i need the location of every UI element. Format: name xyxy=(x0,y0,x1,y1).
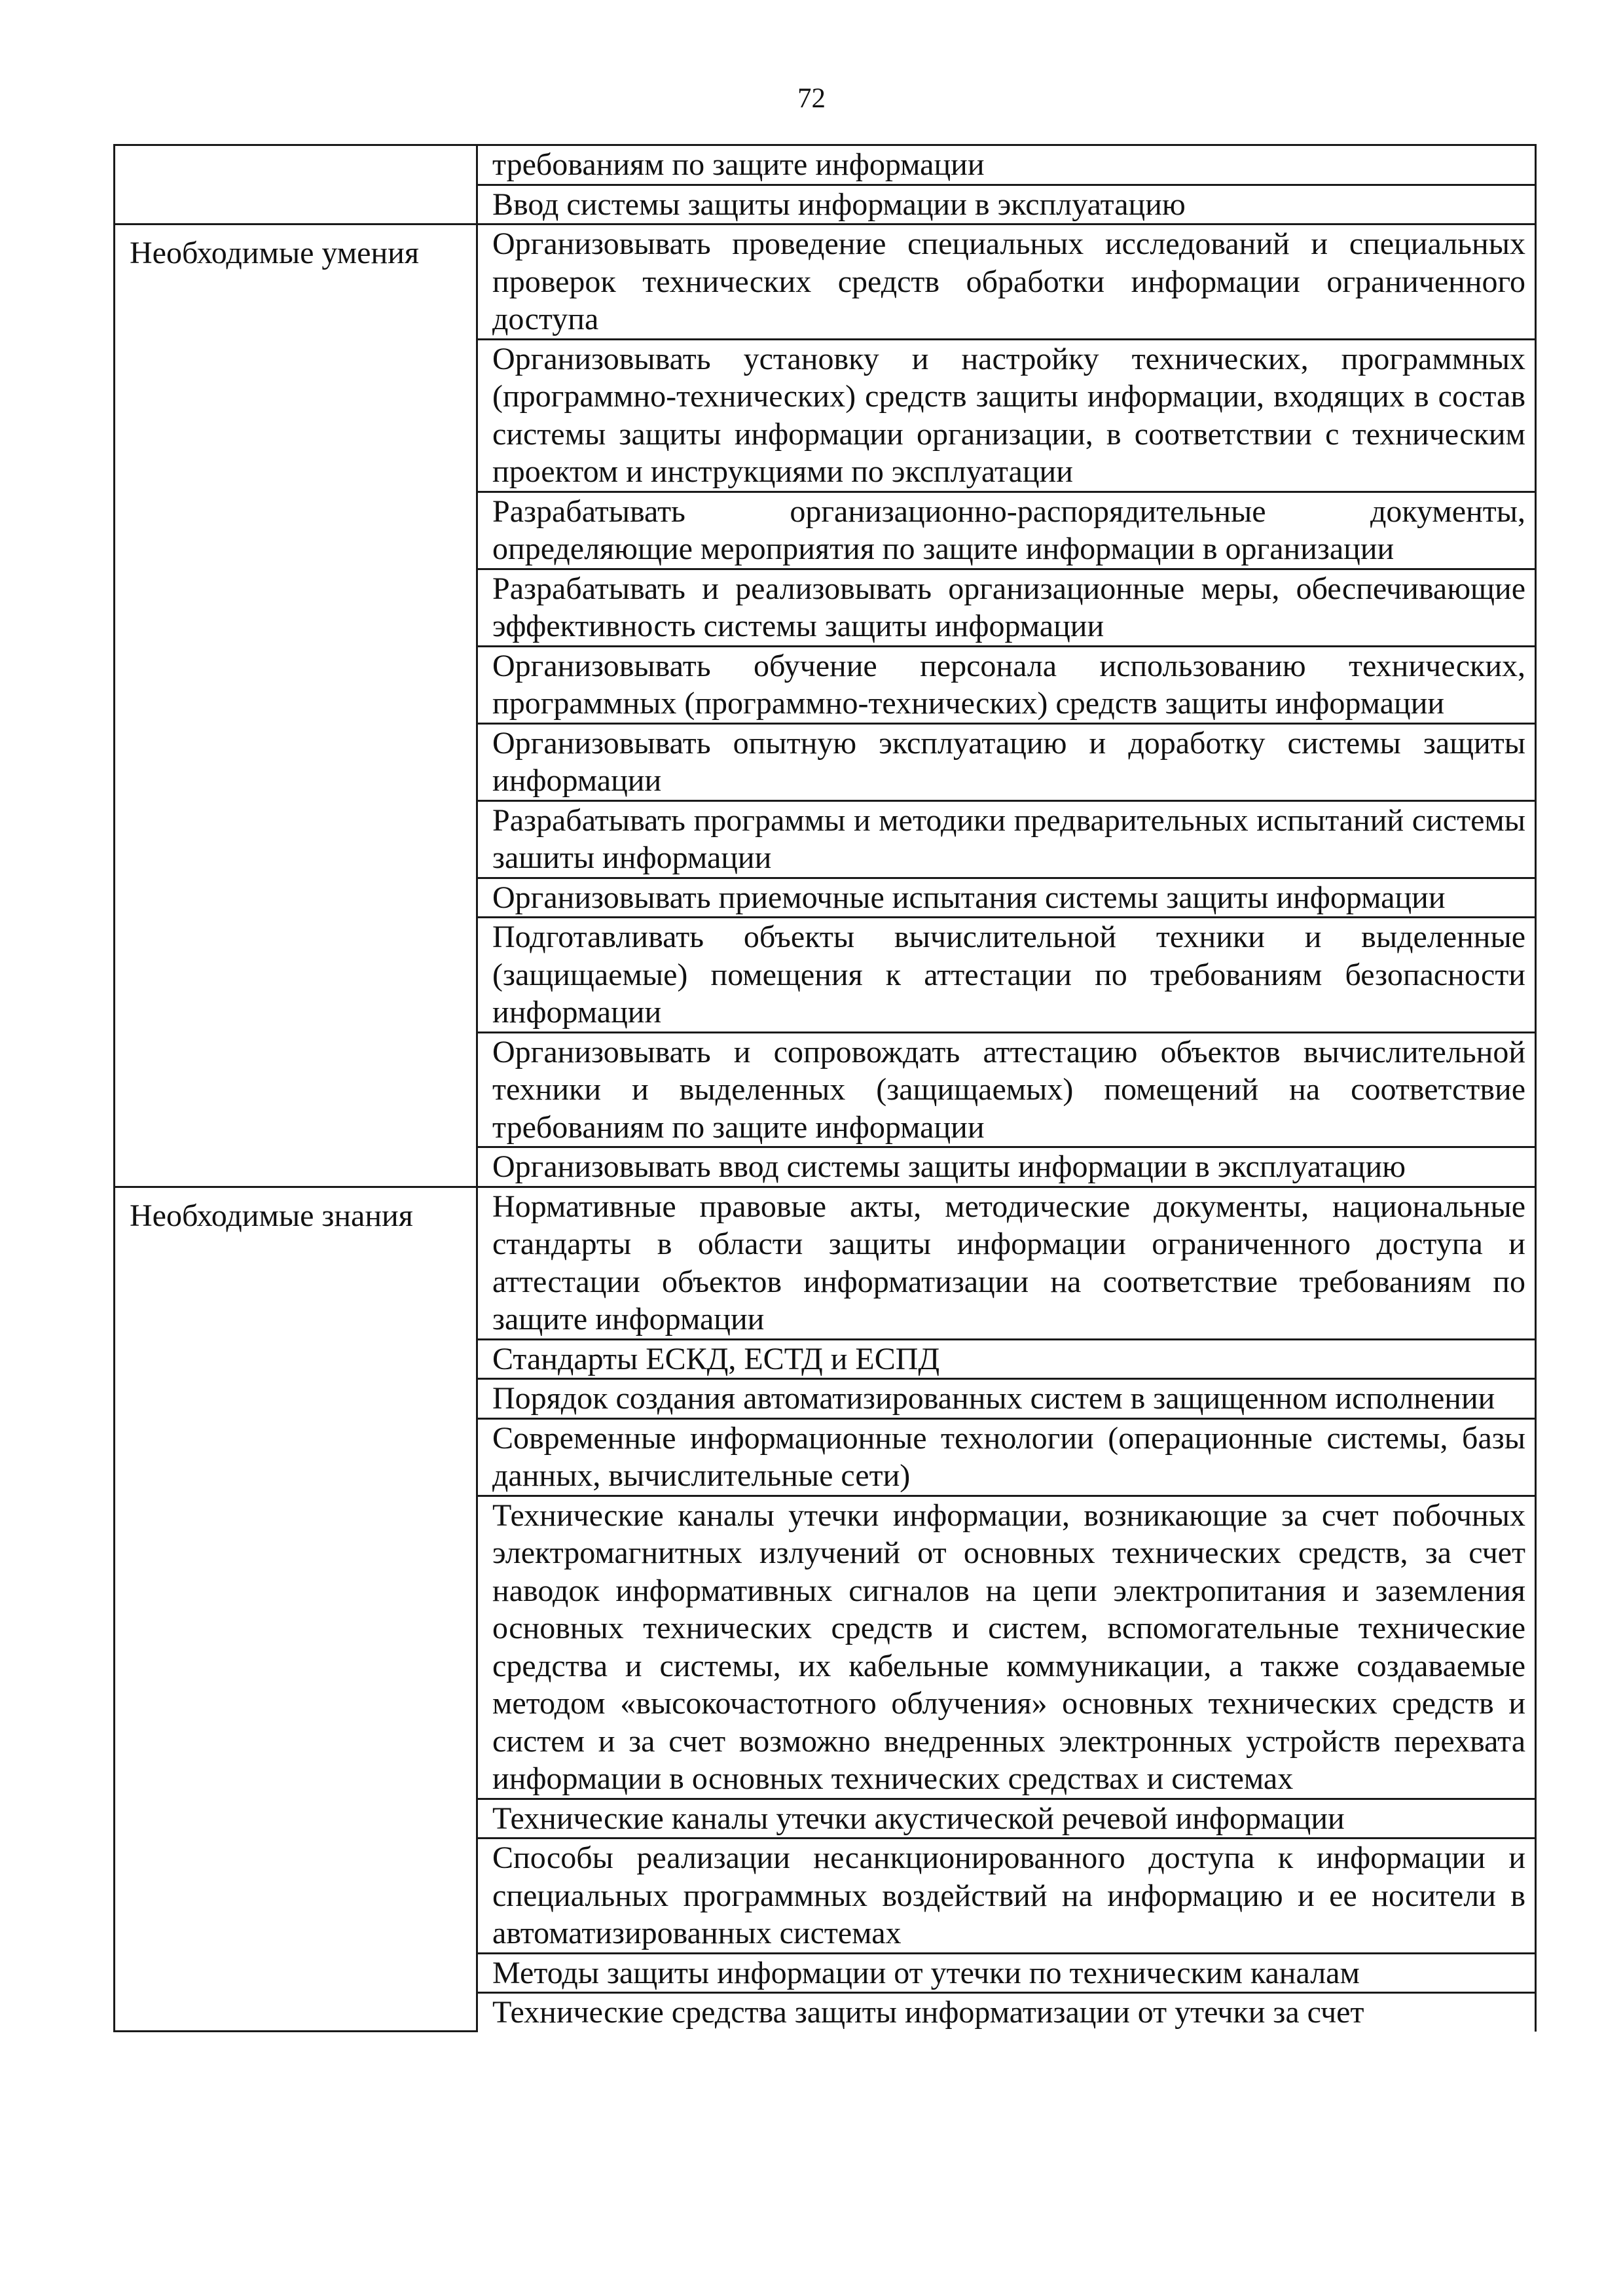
table-cell: Организовывать ввод системы защиты информации в эксплуатацию xyxy=(477,1147,1536,1187)
table-cell: Подготавливать объекты вычислительной техники и выделенные (защищаемые) помещения к аттестации по требованиям безопасности информации xyxy=(477,918,1536,1033)
table-row xyxy=(115,145,1536,185)
table-cell: Разрабатывать и реализовывать организационные меры, обеспечивающие эффективность системы защиты информации xyxy=(477,569,1536,646)
table-cell: Технические каналы утечки акустической речевой информации xyxy=(477,1799,1536,1839)
table-cell: Технические средства защиты информатизации от утечки за счет xyxy=(477,1993,1536,2032)
table-cell: Методы защиты информации от утечки по техническим каналам xyxy=(477,1953,1536,1993)
table-cell: Организовывать приемочные испытания системы защиты информации xyxy=(477,878,1536,918)
table-cell: Организовывать обучение персонала использованию технических, программных (программно-технических) средств защиты информации xyxy=(477,646,1536,723)
empty-label-cell xyxy=(115,145,477,224)
table-cell: Организовывать и сопровождать аттестацию объектов вычислительной техники и выделенных (защищаемых) помещений на соответствие требованиям по защите информации xyxy=(477,1032,1536,1147)
skills-label: Необходимые умения xyxy=(115,224,477,1187)
table-cell: требованиям по защите информации xyxy=(477,145,1536,185)
table-cell: Разрабатывать программы и методики предварительных испытаний системы зашиты информации xyxy=(477,800,1536,878)
table-cell: Порядок создания автоматизированных систем в защищенном исполнении xyxy=(477,1379,1536,1419)
table-cell: Современные информационные технологии (операционные системы, базы данных, вычислительные сети) xyxy=(477,1418,1536,1496)
table-cell: Организовывать опытную эксплуатацию и доработку системы защиты информации xyxy=(477,723,1536,800)
requirements-table xyxy=(113,144,1537,2032)
table-row xyxy=(115,1187,1536,1339)
table-cell: Технические каналы утечки информации, возникающие за счет побочных электромагнитных излучений от основных технических средств, за счет наводок информативных сигналов на цепи электропитания и заземления основных технических средств и систем, вспомогательные технические средства и системы, их кабельные коммуникации, а также создаваемые методом «высокочастотного облучения» основных технических средств и систем и за счет возможно внедренных электронных устройств перехвата информации в основных технических средствах и системах xyxy=(477,1496,1536,1799)
table-cell: Стандарты ЕСКД, ЕСТД и ЕСПД xyxy=(477,1339,1536,1379)
table-cell: Организовывать проведение специальных исследований и специальных проверок технических средств обработки информации ограниченного доступа xyxy=(477,224,1536,340)
table-cell: Нормативные правовые акты, методические документы, национальные стандарты в области защиты информации ограниченного доступа и аттестации объектов информатизации на соответствие требованиям по защите информации xyxy=(477,1187,1536,1339)
table-cell: Организовывать установку и настройку технических, программных (программно-технических) средств защиты информации, входящих в состав системы защиты информации организации, в соответствии с техническим проектом и инструкциями по эксплуатации xyxy=(477,339,1536,492)
table-cell: Способы реализации несанкционированного доступа к информации и специальных программных воздействий на информацию и ее носители в автоматизированных системах xyxy=(477,1839,1536,1954)
table-cell: Ввод системы защиты информации в эксплуатацию xyxy=(477,185,1536,224)
knowledge-label: Необходимые знания xyxy=(115,1187,477,2032)
table-row xyxy=(115,224,1536,340)
table-cell: Разрабатывать организационно-распорядительные документы, определяющие мероприятия по защите информации в организации xyxy=(477,492,1536,569)
page-number: 72 xyxy=(797,83,826,114)
